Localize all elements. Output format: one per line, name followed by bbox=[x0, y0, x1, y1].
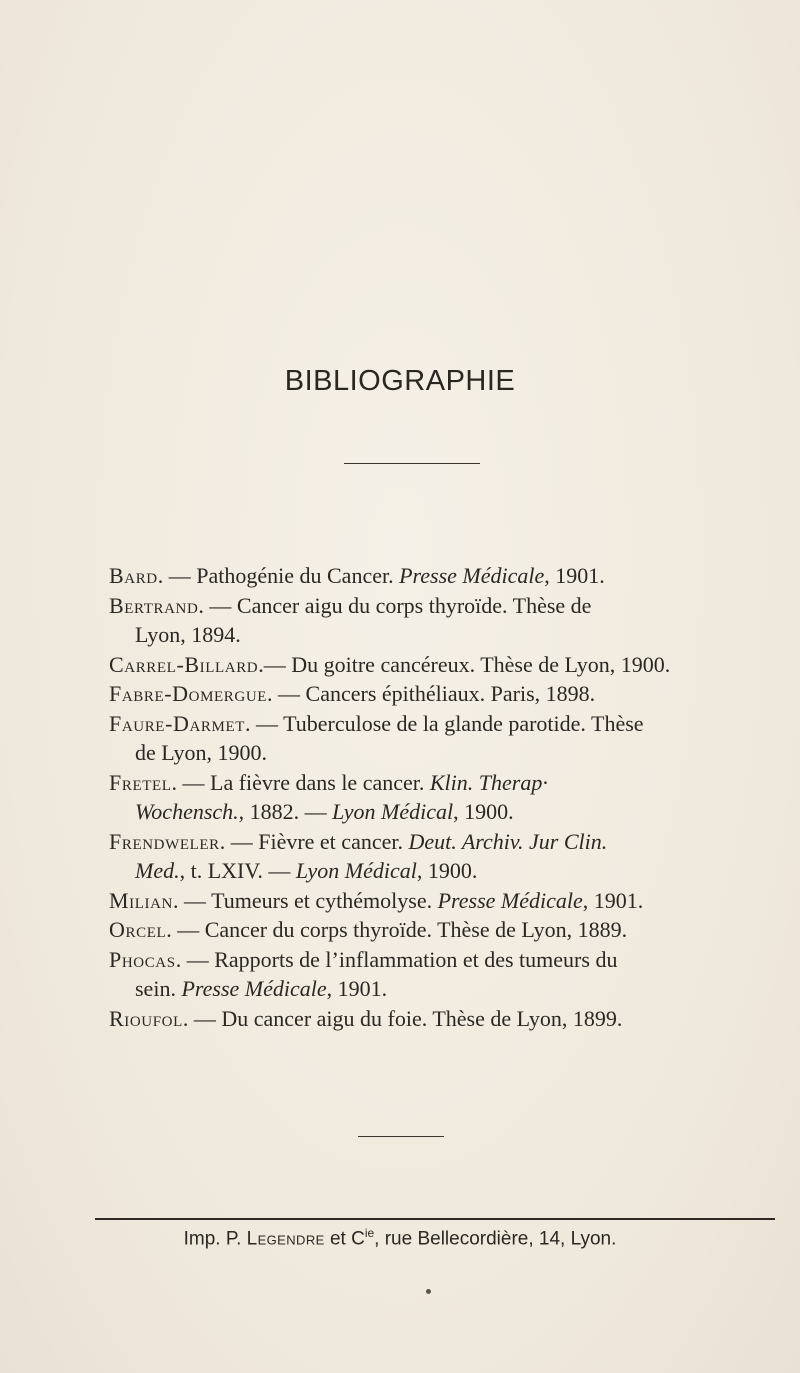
page-title: BIBLIOGRAPHIE bbox=[284, 365, 516, 397]
bib-entry bbox=[109, 679, 709, 709]
bib-text: Cancers épithéliaux. Paris, 1898. bbox=[305, 681, 596, 706]
bib-entry bbox=[109, 827, 709, 886]
bib-separator: . — bbox=[157, 563, 197, 588]
bib-continuation-line bbox=[135, 620, 709, 650]
bib-source: Presse Médicale bbox=[181, 976, 327, 1001]
bib-text: Tuberculose de la glande parotide. Thèse bbox=[283, 710, 644, 736]
bib-separator: . — bbox=[182, 1005, 222, 1031]
bib-separator: .— bbox=[258, 651, 292, 677]
bib-separator: . — bbox=[171, 769, 210, 795]
bib-author: Milian bbox=[109, 887, 173, 913]
bib-source: Lyon Médical bbox=[332, 799, 454, 824]
title-divider bbox=[344, 463, 480, 464]
bib-continuation-line bbox=[135, 738, 709, 768]
bib-author: Fretel bbox=[109, 769, 172, 795]
bib-text: , 1900. bbox=[416, 858, 478, 883]
bib-text: de Lyon, 1900. bbox=[135, 740, 267, 765]
bib-entry bbox=[109, 591, 709, 650]
bib-text: Cancer aigu du corps thyroïde. Thèse de bbox=[236, 592, 592, 618]
bib-text: Tumeurs et cythémolyse. bbox=[211, 887, 438, 913]
bib-text: La fièvre dans le cancer. bbox=[210, 769, 430, 795]
bib-text: Cancer du corps thyroïde. Thèse de Lyon, 1889. bbox=[204, 917, 628, 942]
bib-separator: . — bbox=[198, 592, 237, 618]
bib-source: Wochensch. bbox=[135, 799, 239, 824]
bib-entry bbox=[109, 945, 709, 1004]
bib-entry bbox=[109, 768, 709, 827]
bib-continuation-line bbox=[135, 797, 709, 827]
bib-text: Fièvre et cancer. bbox=[258, 828, 409, 854]
bib-author: Phocas bbox=[109, 946, 176, 972]
bib-separator: . — bbox=[175, 946, 215, 972]
bib-author: Bertrand bbox=[109, 592, 199, 618]
bib-text: sein. bbox=[135, 976, 182, 1001]
printer-imprint bbox=[0, 1226, 800, 1250]
bib-author: Orcel bbox=[109, 917, 167, 942]
bib-entry bbox=[109, 561, 709, 591]
bib-text: , t. LXIV. — bbox=[179, 858, 296, 883]
bib-text: , 1901. bbox=[326, 976, 388, 1001]
bib-separator: . — bbox=[166, 917, 205, 942]
bib-author: Rioufol bbox=[109, 1005, 183, 1031]
bib-source: Lyon Médical bbox=[295, 858, 417, 883]
bib-source: Med. bbox=[135, 858, 180, 883]
bib-separator: . — bbox=[172, 887, 212, 913]
bib-text: Pathogénie du Cancer. bbox=[196, 563, 400, 588]
bib-text: Rapports de l’inflammation et des tumeurs du bbox=[214, 946, 618, 972]
bib-source: Presse Médicale bbox=[437, 887, 583, 913]
print-speck bbox=[426, 1289, 431, 1294]
bib-text: , 1882. — bbox=[238, 799, 333, 824]
bib-text: , 1900. bbox=[453, 799, 514, 824]
bib-author: Faure-Darmet bbox=[109, 710, 245, 736]
imprint-suffix: , rue Bellecordière, 14, Lyon. bbox=[374, 1228, 617, 1250]
bib-separator: . — bbox=[219, 828, 259, 854]
bib-entry bbox=[109, 1004, 709, 1034]
bib-entry bbox=[109, 650, 709, 680]
bib-entry bbox=[109, 709, 709, 768]
bib-author: Bard bbox=[109, 563, 158, 588]
bib-author: Frendweler bbox=[109, 828, 220, 854]
bib-text: Lyon, 1894. bbox=[135, 622, 241, 647]
bib-text: , 1901. bbox=[582, 887, 644, 913]
bib-separator: . — bbox=[244, 710, 284, 736]
bib-separator: . — bbox=[267, 681, 306, 706]
bib-source: Deut. Archiv. Jur Clin. bbox=[408, 828, 608, 854]
end-divider bbox=[358, 1136, 444, 1137]
bibliography-list bbox=[109, 561, 709, 1033]
imprint-middle: et C bbox=[324, 1228, 365, 1250]
bib-text: , 1901. bbox=[544, 563, 605, 588]
bib-entry bbox=[109, 886, 709, 916]
footer-rule bbox=[95, 1218, 775, 1220]
bib-text: Du goitre cancéreux. Thèse de Lyon, 1900. bbox=[291, 651, 671, 677]
imprint-sup: ie bbox=[364, 1226, 375, 1240]
bib-source: Presse Médicale bbox=[399, 563, 545, 588]
imprint-prefix: Imp. P. bbox=[183, 1228, 247, 1250]
bib-entry bbox=[109, 915, 709, 945]
bib-continuation-line bbox=[135, 856, 709, 886]
bib-continuation-line bbox=[135, 974, 709, 1004]
bib-text: Du cancer aigu du foie. Thèse de Lyon, 1899. bbox=[221, 1005, 623, 1031]
bib-author: Carrel-Billard bbox=[109, 651, 259, 677]
imprint-printer: Legendre bbox=[246, 1228, 325, 1250]
bib-author: Fabre-Domergue bbox=[109, 681, 268, 706]
bib-source: Klin. Therap· bbox=[429, 769, 548, 795]
